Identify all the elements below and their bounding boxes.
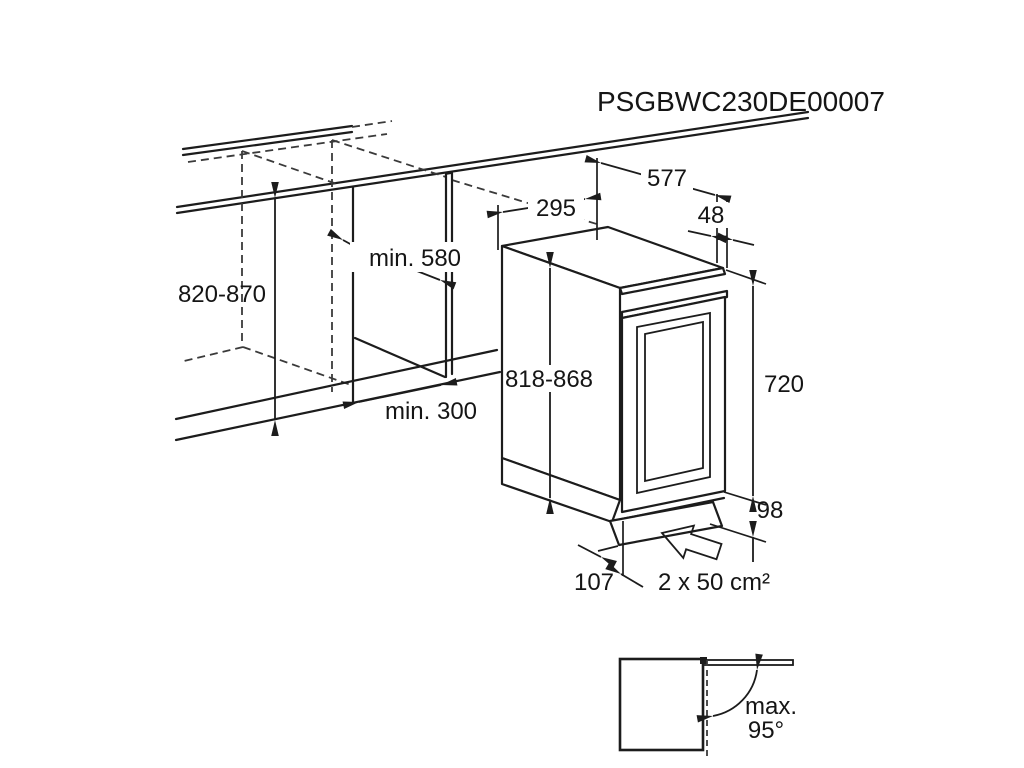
ventilation-arrow-icon [662,526,722,560]
product-height-label: 818-868 [504,366,594,393]
niche-height-label: 820-870 [177,281,267,308]
top-width-label: 295 [535,195,577,222]
plinth-recess-arrow-1 [578,545,601,557]
open-door-bar [703,660,793,665]
niche-width-label: min. 300 [384,398,478,425]
door-projection-label: 48 [697,202,725,229]
door-height-label: 720 [763,371,805,398]
ventilation-area-label: 2 x 50 cm² [657,569,771,596]
cabinet-top-view [620,659,703,750]
plinth-height-label: 98 [756,497,784,524]
plinth-recess-label: 107 [573,569,615,596]
model-code: PSGBWC230DE00007 [597,86,885,117]
swing-angle-label-line1: max. [744,693,798,720]
plinth-recess-arrow-2 [621,574,643,587]
door-swing-diagram [620,657,797,756]
swing-angle-label-line2: 95° [747,717,785,744]
product-depth-label: 577 [646,165,688,192]
niche-depth-label: min. 580 [368,245,462,272]
door-hinge-point [700,657,707,664]
